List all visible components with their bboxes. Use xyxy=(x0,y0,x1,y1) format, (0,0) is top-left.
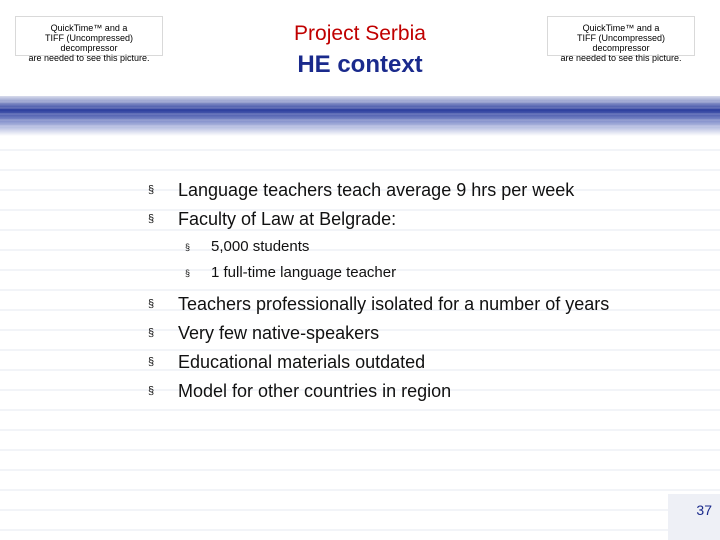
header-band xyxy=(0,96,720,136)
list-item-text: Educational materials outdated xyxy=(178,352,426,372)
bullet-icon: § xyxy=(148,298,155,310)
list-item-text: Teachers professionally isolated for a number of years xyxy=(178,294,610,314)
bullet-icon: § xyxy=(148,327,155,339)
slide-title: Project Serbia xyxy=(294,22,426,45)
list-item-text: Model for other countries in region xyxy=(178,381,452,401)
bullet-icon: § xyxy=(148,385,155,397)
list-item-text: Very few native-speakers xyxy=(178,323,380,343)
bullet-icon: § xyxy=(185,268,191,278)
page-number: 37 xyxy=(696,502,712,518)
placeholder-line: QuickTime™ and a xyxy=(50,23,128,33)
bullet-icon: § xyxy=(148,184,155,196)
placeholder-line: are needed to see this picture. xyxy=(560,53,682,63)
sub-list-item-text: 5,000 students xyxy=(211,238,310,255)
bullet-icon: § xyxy=(148,213,155,225)
placeholder-line: are needed to see this picture. xyxy=(28,53,150,63)
bullet-icon: § xyxy=(185,242,191,252)
placeholder-line: TIFF (Uncompressed) decompressor xyxy=(576,33,665,53)
list-item-text: Faculty of Law at Belgrade: xyxy=(178,209,397,229)
bullet-icon: § xyxy=(148,356,155,368)
placeholder-line: QuickTime™ and a xyxy=(582,23,660,33)
sub-list-item-text: 1 full-time language teacher xyxy=(211,264,397,281)
placeholder-line: TIFF (Uncompressed) decompressor xyxy=(44,33,133,53)
slide-subtitle: HE context xyxy=(297,51,423,78)
list-item-text: Language teachers teach average 9 hrs per week xyxy=(178,180,575,200)
